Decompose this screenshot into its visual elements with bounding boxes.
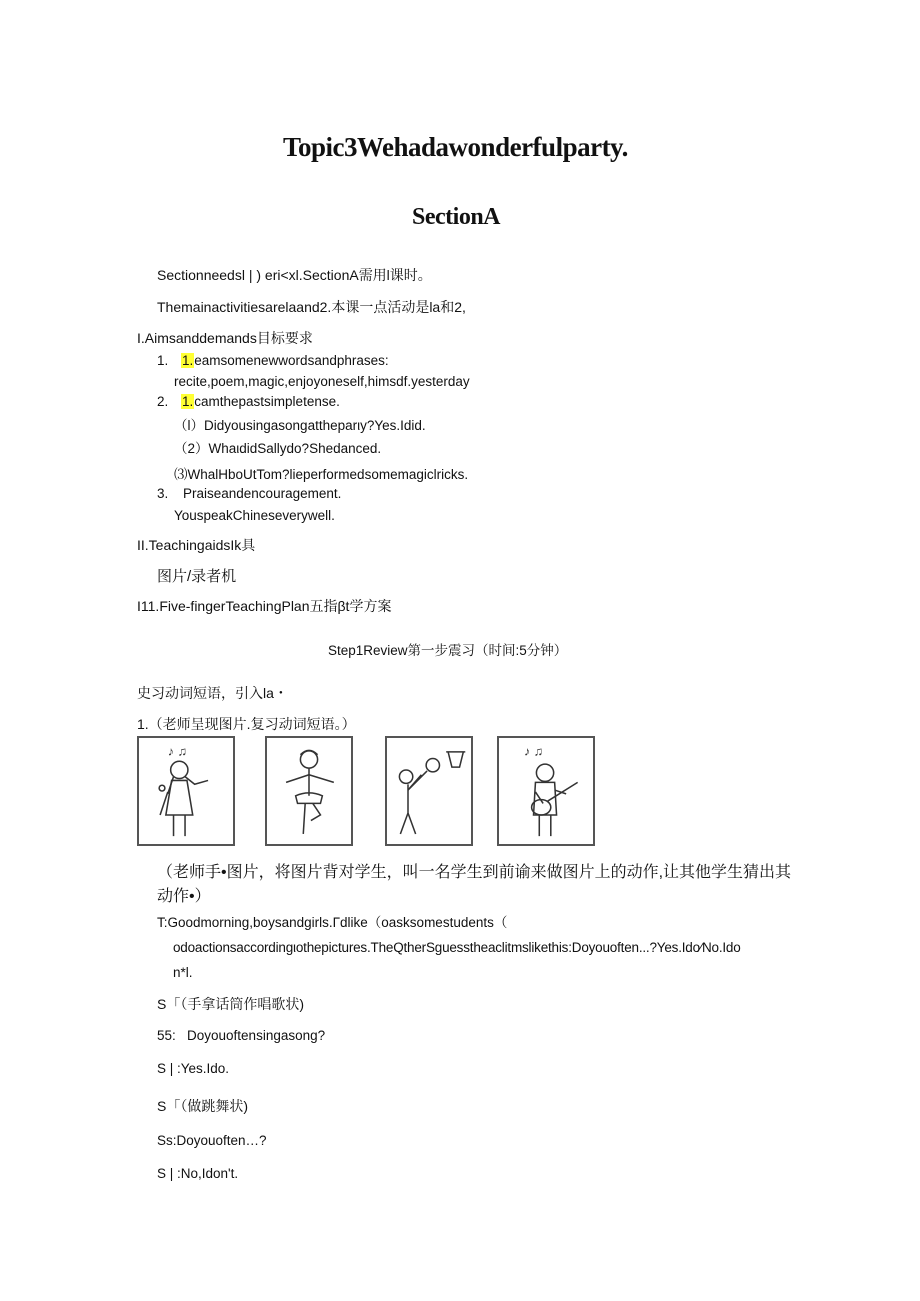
- plan-heading: I11.Five-fingerTeachingPlan五指βt学方案: [137, 598, 392, 614]
- aims-item-1-sub: recite,poem,magic,enjoyoneself,himsdf.yesterday: [174, 374, 470, 389]
- dialog-line-2: 55: Doyouoftensingasong?: [157, 1028, 326, 1043]
- picture-dancing-girl: [265, 736, 353, 846]
- aims-item-2-number: 2.: [157, 394, 169, 409]
- aims-item-2: [181, 394, 340, 409]
- aims-item-3-sub: YouspeakChineseverywell.: [174, 508, 335, 523]
- step1-desc-2: 动作•）: [157, 888, 211, 905]
- aims-item-1: [181, 353, 389, 368]
- picture-guitar-player: [497, 736, 595, 846]
- svg-text:♪ ♫: ♪ ♫: [523, 744, 543, 759]
- intro-line-1: Sectionneedsl | ) eri<xl.SectionA需用l课时。: [157, 267, 432, 283]
- section-title: SectionA: [412, 204, 500, 230]
- singing-girl-icon: [139, 738, 233, 844]
- aims-item-2-sub-2: （2）WhaιdidSallydo?Shedanced.: [174, 441, 382, 456]
- picture-basketball-player: [385, 736, 473, 846]
- basketball-player-icon: [387, 738, 471, 844]
- intro-line-2: Themainactivitiesarelaand2.本课一点活动是la和2,: [157, 299, 466, 315]
- aids-heading: II.TeachingaidsIk具: [137, 537, 256, 553]
- dialog-t-line-3: n*l.: [173, 965, 193, 980]
- aims-item-2-sub-1: （l）Didyousingasongattheparιy?Yes.Idid.: [174, 418, 426, 433]
- aims-item-1-text: eamsomenewwordsandphrases:: [194, 353, 389, 368]
- dialog-line-5: Ss:Doyouoften…?: [157, 1133, 267, 1148]
- aims-item-3-number: 3.: [157, 486, 169, 501]
- aims-item-2-sub-3: ⑶WhalHboUtTom?lieperformedsomemagiclricks.: [174, 467, 469, 482]
- highlight-mark: 1.: [182, 353, 194, 368]
- dialog-line-3: S | :Yes.Ido.: [157, 1061, 230, 1076]
- dialog-t-line-1: T:Goodmorning,boysandgirls.Γdlike（oasksomestudents（: [157, 915, 508, 930]
- dialog-line-6: S | :No,Idon't.: [157, 1166, 239, 1181]
- svg-text:♪ ♫: ♪ ♫: [167, 744, 187, 759]
- aims-item-3-text: Praiseandencouragement.: [183, 486, 342, 501]
- aims-item-1-number: 1.: [157, 353, 169, 368]
- aims-item-2-text: camthepastsimpletense.: [194, 394, 340, 409]
- dialog-t-line-2: odoactionsaccordingιothepictures.TheQtherSguesstheaclitmslikethis:Doyouoften...?Yes.Ido∕No.Ido: [173, 940, 741, 955]
- guitar-player-icon: [499, 738, 593, 844]
- page-title: Topic3Wehadawonderfulparty.: [283, 132, 628, 162]
- step1-line-2: 1.（老师呈现图片.复习动词短语。）: [137, 716, 356, 732]
- aims-heading: I.Aimsanddemands目标要求: [137, 330, 313, 346]
- highlight-mark: 1.: [182, 394, 194, 409]
- step1-desc-1: （老师手•图片，将图片背对学生，叫一名学生到前谕来做图片上的动作,让其他学生猜出其: [157, 864, 792, 881]
- dialog-line-1: S「（手拿话筒作唱歌状): [157, 996, 304, 1012]
- aids-text: 图片/录者机: [157, 568, 237, 585]
- picture-singing-girl: [137, 736, 235, 846]
- dialog-line-4: S「（做跳舞状): [157, 1098, 248, 1114]
- step1-heading: Step1Review第一步震习（时间:5分钟）: [328, 643, 568, 658]
- step1-line-1: 史习动词短语，引入la・: [137, 685, 288, 701]
- dancing-girl-icon: [267, 738, 351, 844]
